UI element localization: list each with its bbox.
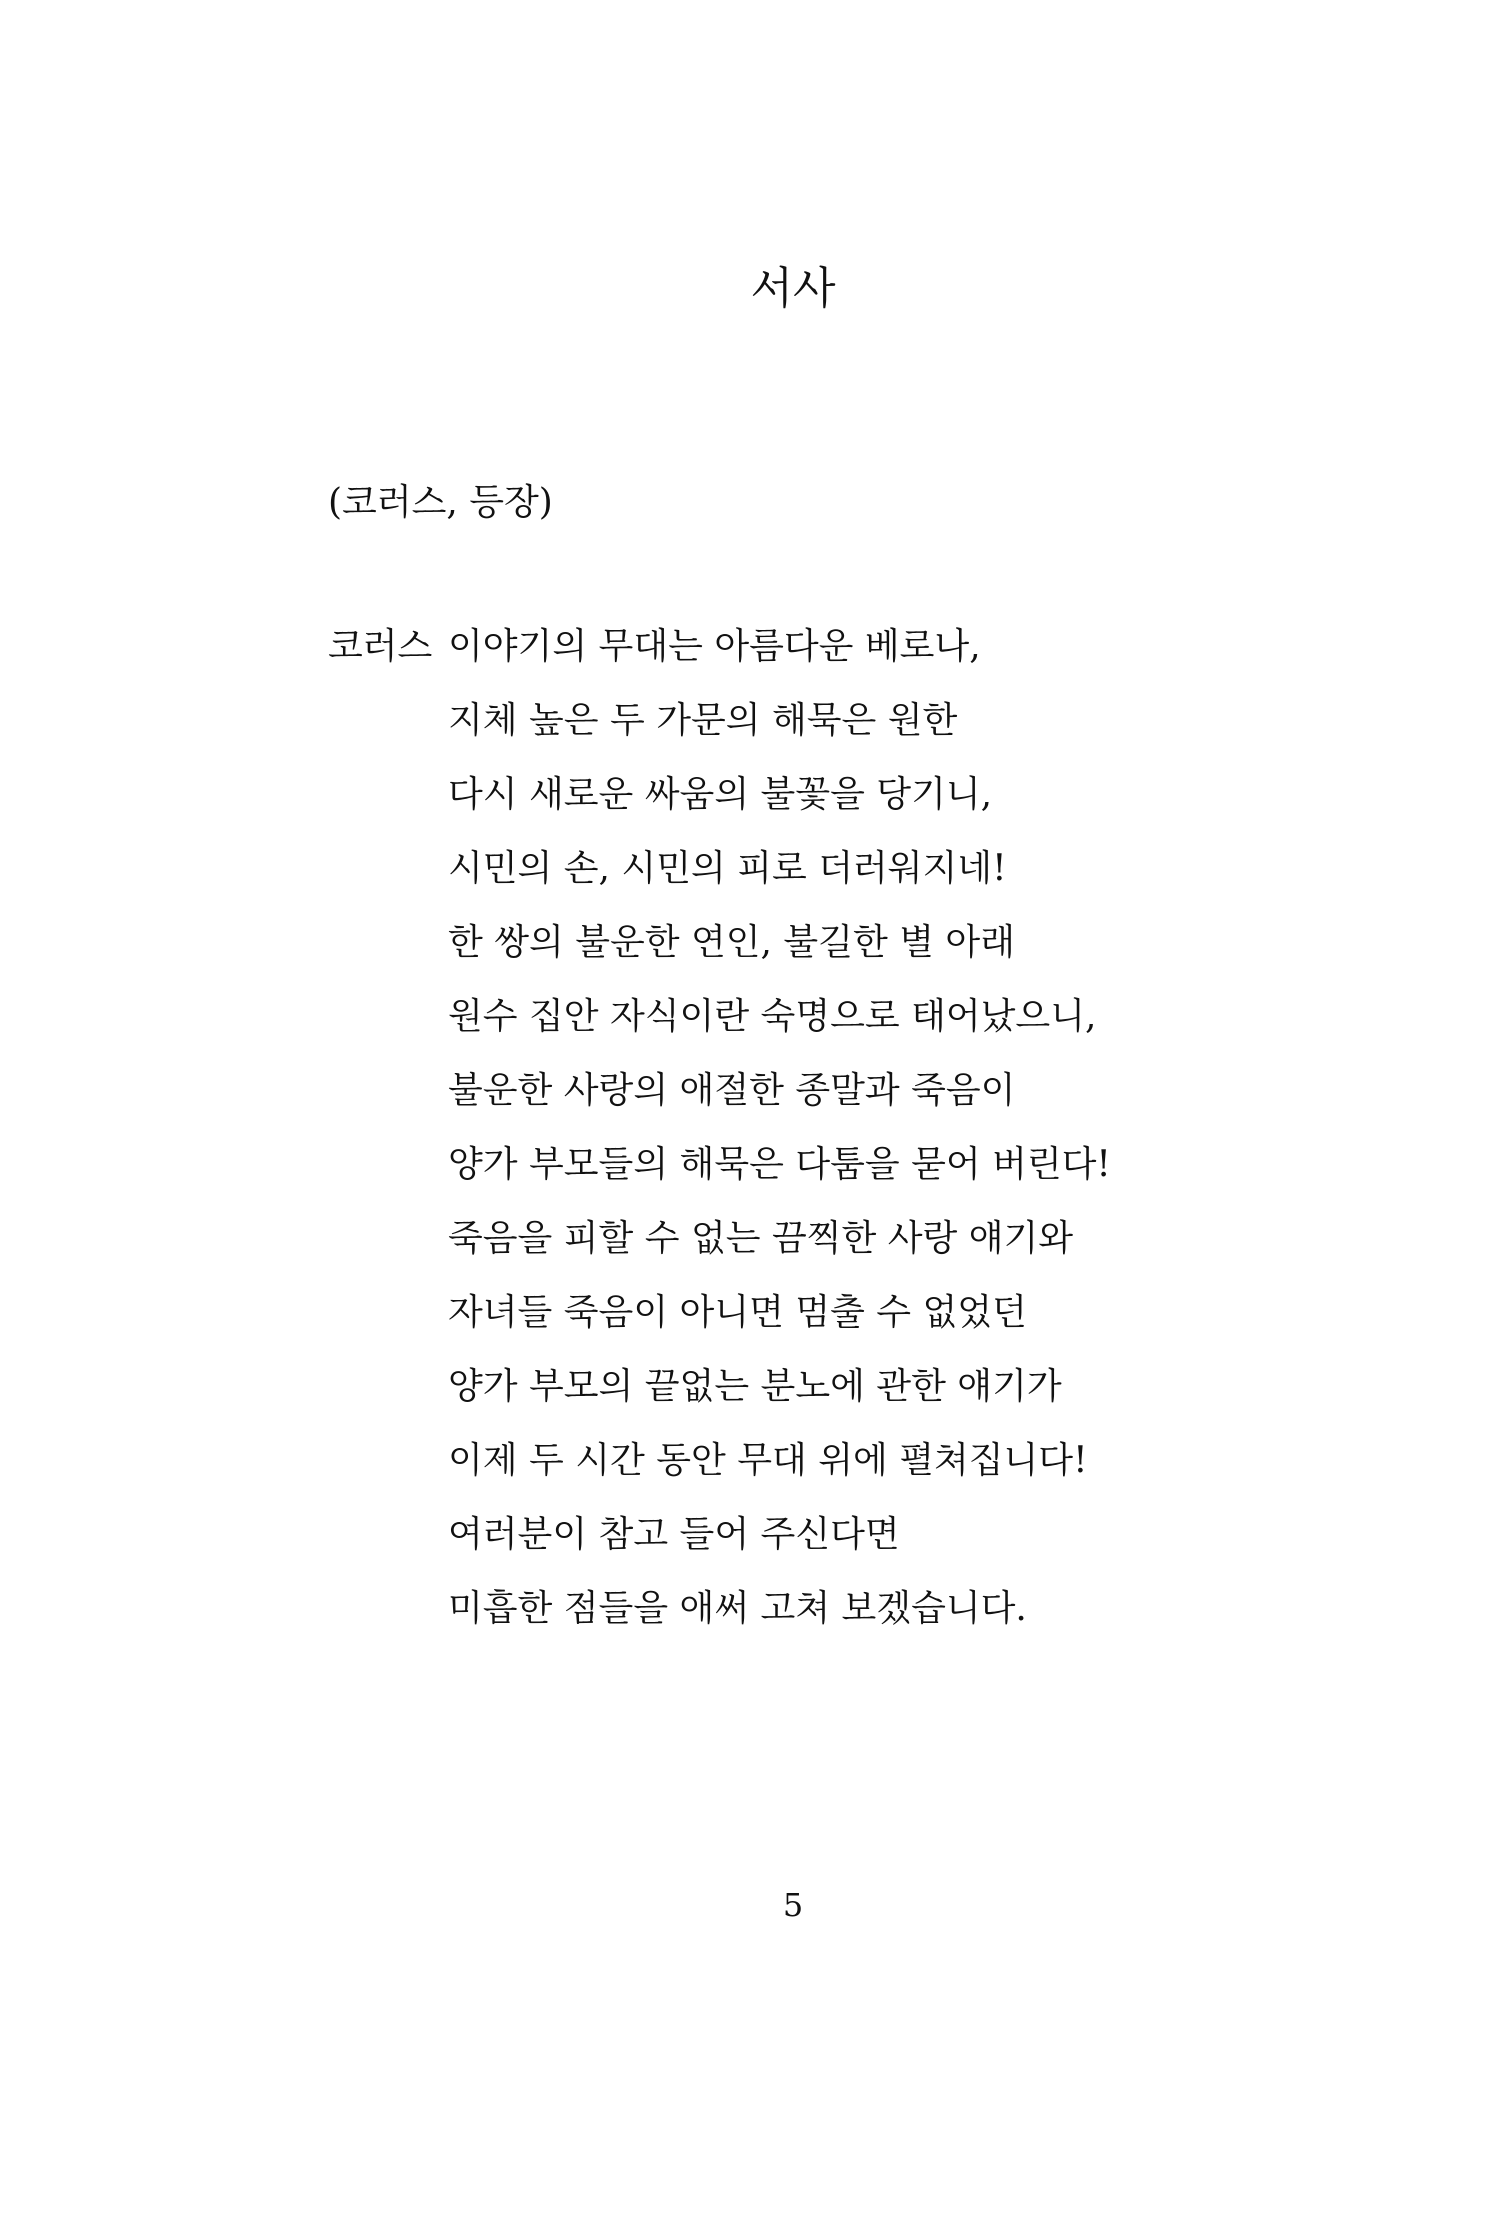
verse-line-text: 다시 새로운 싸움의 불꽃을 당기니, [448, 774, 993, 815]
verse-line-text: 시민의 손, 시민의 피로 더러워지네! [448, 848, 1007, 889]
verse-line-text: 이야기의 무대는 아름다운 베로나, [448, 626, 981, 667]
verse-line-text: 이제 두 시간 동안 무대 위에 펼쳐집니다! [448, 1440, 1088, 1481]
page-number: 5 [782, 1886, 804, 1924]
stage-direction: (코러스, 등장) [328, 482, 553, 523]
verse-line-text: 미흡한 점들을 애써 고쳐 보겠습니다. [448, 1588, 1027, 1629]
verse-line-text: 죽음을 피할 수 없는 끔찍한 사랑 얘기와 [448, 1218, 1074, 1259]
verse-line-text: 지체 높은 두 가문의 해묵은 원한 [448, 700, 958, 741]
verse-line-text: 원수 집안 자식이란 숙명으로 태어났으니, [448, 996, 1097, 1037]
verse-line-text: 여러분이 참고 들어 주신다면 [448, 1514, 900, 1555]
section-title: 서사 [750, 263, 836, 314]
verse-line-text: 양가 부모들의 해묵은 다툼을 묻어 버린다! [448, 1144, 1111, 1185]
speaker-name: 코러스 [328, 626, 433, 667]
verse-line-text: 한 쌍의 불운한 연인, 불길한 별 아래 [448, 922, 1015, 963]
verse-line-text: 자녀들 죽음이 아니면 멈출 수 없었던 [448, 1292, 1027, 1333]
verse-line-text: 양가 부모의 끝없는 분노에 관한 얘기가 [448, 1366, 1062, 1407]
verse-line-text: 불운한 사랑의 애절한 종말과 죽음이 [448, 1070, 1016, 1111]
